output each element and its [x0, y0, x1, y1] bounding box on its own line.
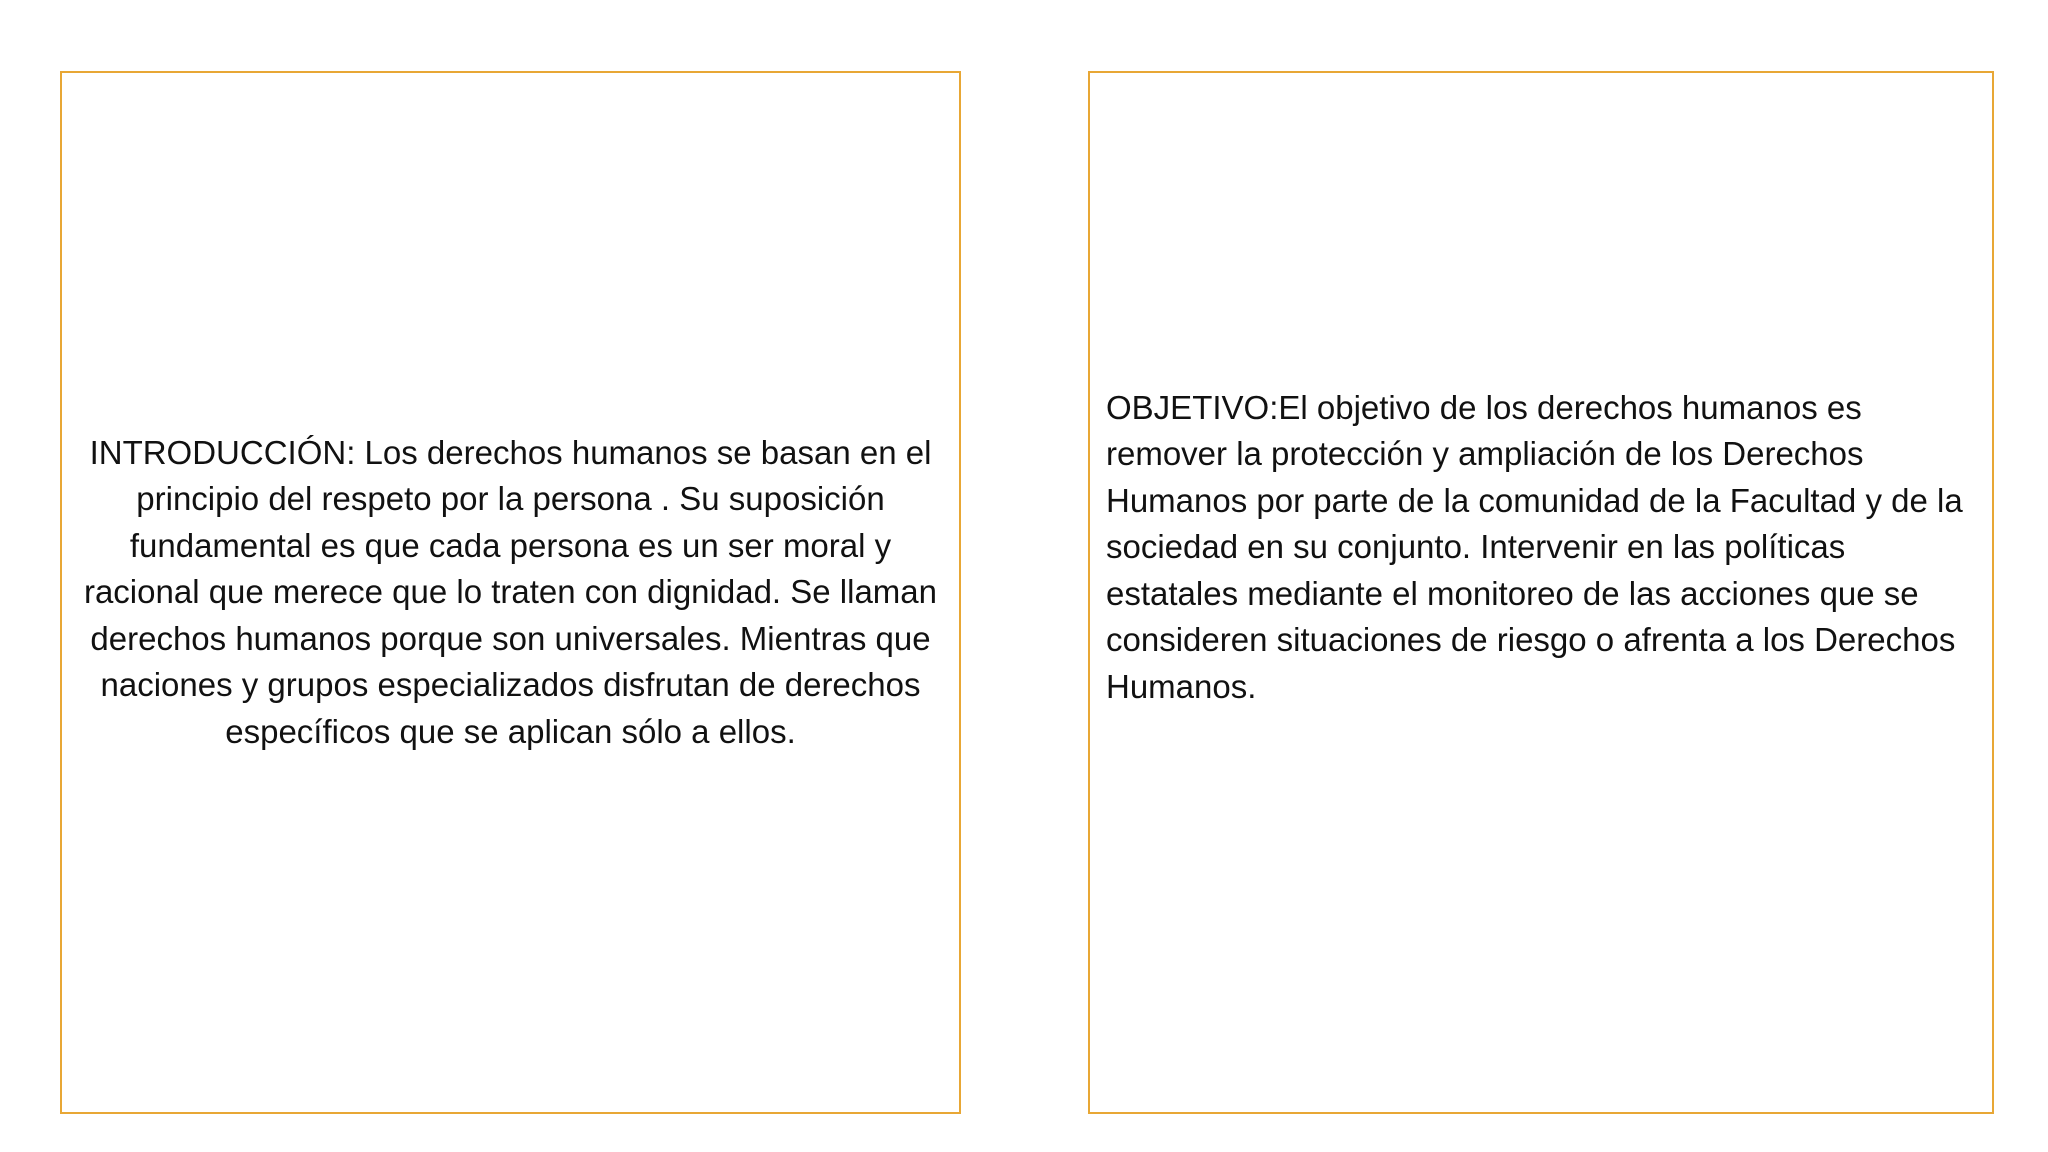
objetivo-text-box[interactable]: [1088, 71, 1994, 1114]
introduccion-text-box[interactable]: [60, 71, 961, 1114]
objetivo-text: OBJETIVO:El objetivo de los derechos humanos es remover la protección y ampliación de los Derechos Humanos por parte de la comunidad de la Facultad y de la sociedad en su conjunto. Intervenir en las políticas estatales mediante el monitoreo de las acciones que se consideren situaciones de riesgo o afrenta a los Derechos Humanos.: [1106, 388, 1963, 705]
introduccion-text: INTRODUCCIÓN: Los derechos humanos se basan en el principio del respeto por la persona . Su suposición fundamental es que cada persona es un ser moral y racional que merece que lo traten con dignidad. Se llaman derechos humanos porque son universales. Mientras que naciones y grupos especializados disfrutan de derechos específicos que se aplican sólo a ellos.: [83, 433, 938, 750]
